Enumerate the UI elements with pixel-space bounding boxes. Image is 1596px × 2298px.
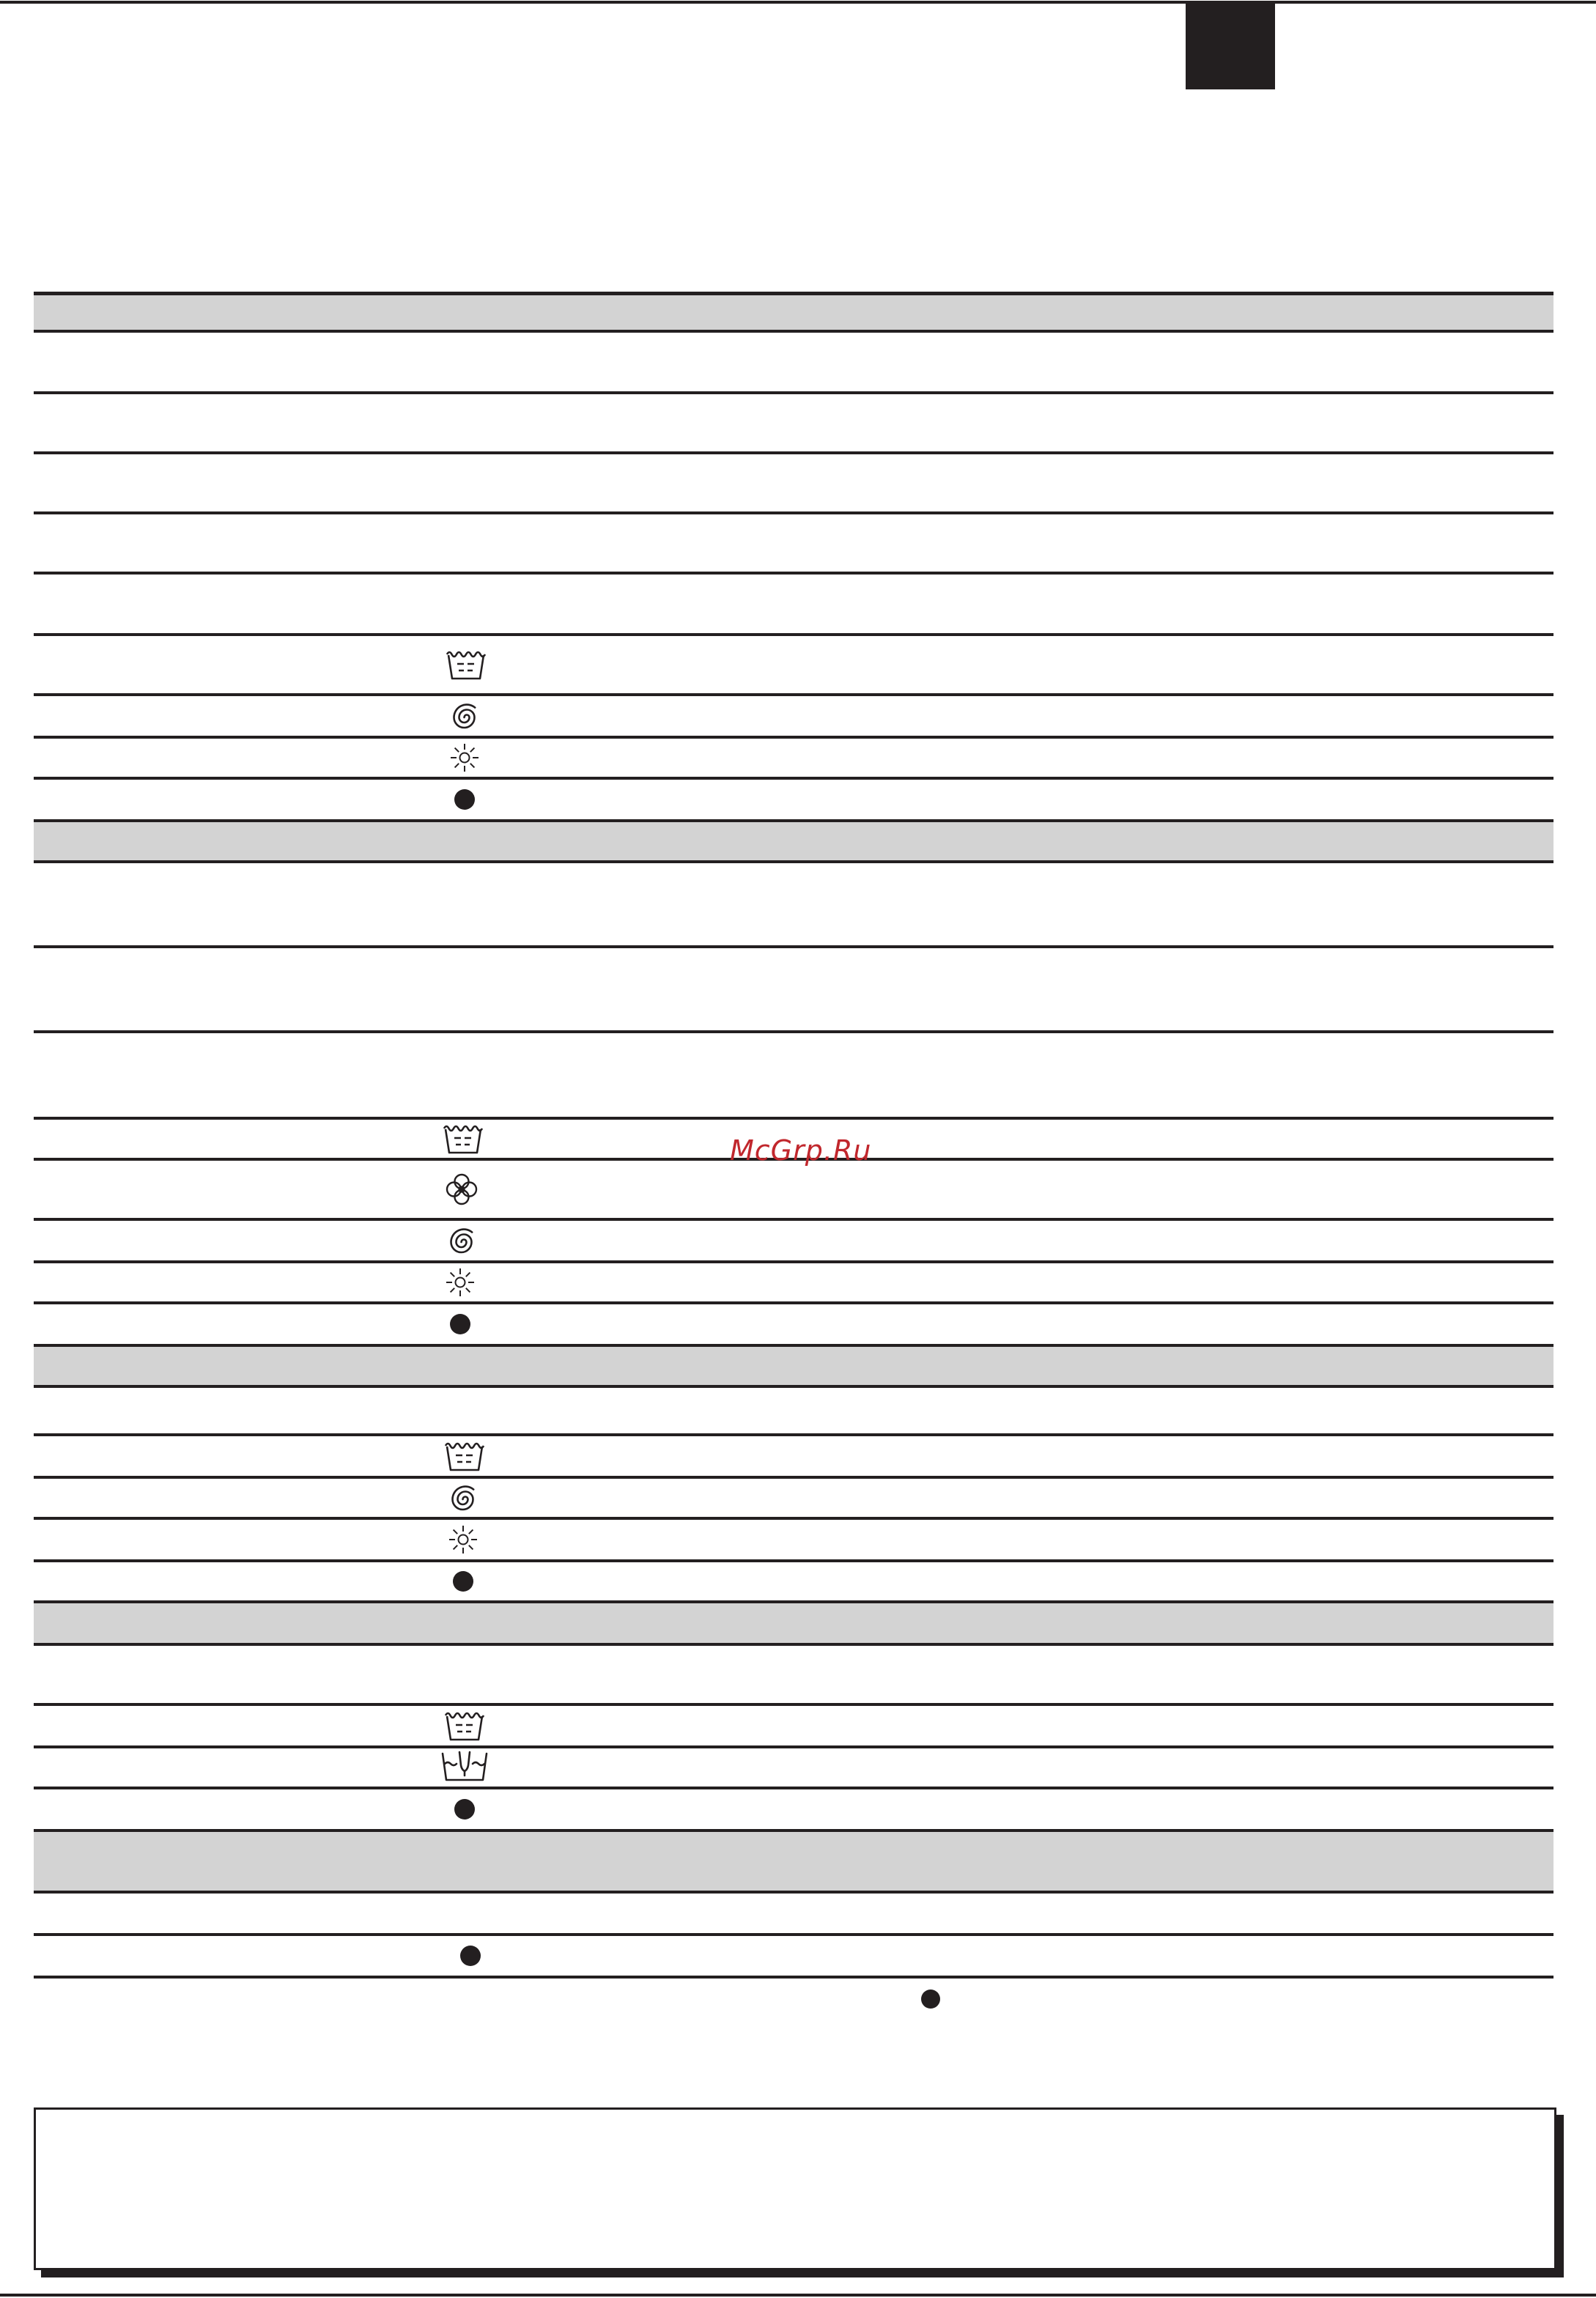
table-row [34, 330, 1553, 391]
softener-flower-icon [443, 1170, 481, 1208]
table-row [34, 1476, 1553, 1517]
dot-icon [454, 1799, 475, 1819]
spin-spiral-icon [446, 698, 483, 734]
top-rule [0, 1, 1596, 4]
table-row [34, 1030, 1553, 1117]
dot-icon [921, 1989, 940, 2009]
table-row [34, 391, 1553, 451]
sun-drying-icon [446, 739, 483, 776]
table-bottom-rule [34, 1976, 1553, 1979]
table-row [34, 1260, 1553, 1301]
wash-tub-icon [445, 648, 487, 681]
table-row [34, 777, 1553, 819]
table-row [34, 1559, 1553, 1600]
dot-icon [460, 1946, 481, 1966]
note-box [34, 2107, 1556, 2270]
table-row [34, 1218, 1553, 1260]
dot-icon [454, 789, 475, 810]
table-row [34, 1433, 1553, 1476]
section-header-band [34, 819, 1553, 860]
spin-spiral-icon [443, 1222, 480, 1259]
hand-wash-icon [440, 1751, 489, 1784]
table-row [34, 633, 1553, 693]
chapter-tab-marker [1186, 3, 1275, 89]
table-row [34, 1703, 1553, 1745]
table-row [34, 1891, 1553, 1933]
table-row [34, 1933, 1553, 1976]
dot-icon [450, 1314, 470, 1334]
table-row [34, 1643, 1553, 1703]
table-row [34, 1385, 1553, 1433]
dot-icon [453, 1571, 473, 1592]
table-row [34, 860, 1553, 945]
wash-tub-icon [443, 1439, 486, 1473]
section-header-band [34, 292, 1553, 330]
section-header-band [34, 1600, 1553, 1643]
section-header-band [34, 1344, 1553, 1385]
table-row [34, 945, 1553, 1030]
table-row [34, 1158, 1553, 1218]
table-row [34, 511, 1553, 572]
wash-tub-icon [442, 1122, 484, 1156]
watermark: McGrp.Ru [730, 1134, 872, 1167]
table-row [34, 1745, 1553, 1787]
sun-drying-icon [442, 1264, 479, 1301]
bottom-rule [0, 2294, 1596, 2297]
sun-drying-icon [445, 1521, 481, 1558]
wash-tub-icon [443, 1709, 486, 1743]
table-row [34, 1517, 1553, 1559]
table-row [34, 451, 1553, 511]
section-header-band [34, 1829, 1553, 1891]
spin-spiral-icon [445, 1479, 481, 1516]
table-row [34, 572, 1553, 633]
table-row [34, 1301, 1553, 1344]
table-row [34, 693, 1553, 736]
table-row [34, 1787, 1553, 1829]
table-row [34, 736, 1553, 777]
